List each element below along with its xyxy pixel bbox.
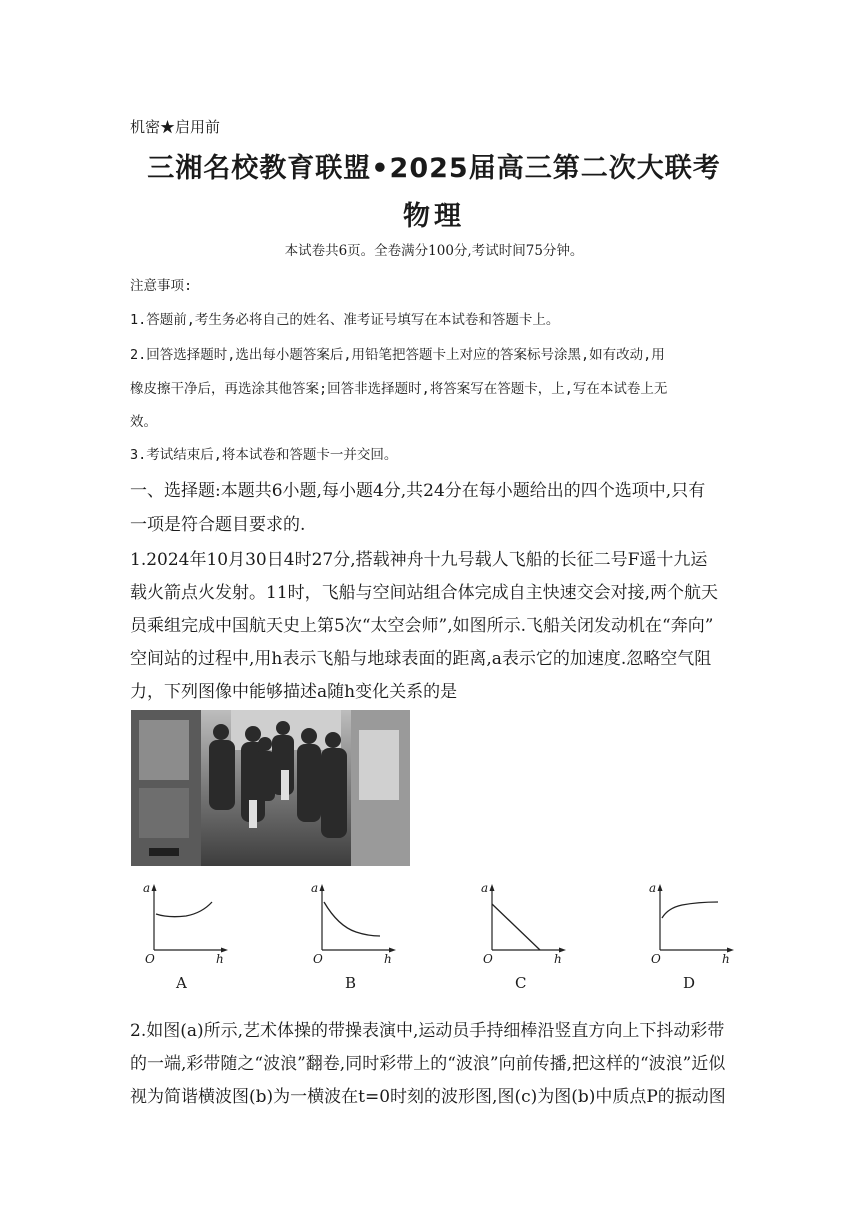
graph-a-y-label: a [143, 881, 151, 895]
graph-d-y-label: a [649, 881, 657, 895]
notice-item-2-line-3: 效。 [130, 414, 157, 430]
notice-item-2-line-1: 2.回答选择题时,选出每小题答案后,用铅笔把答题卡上对应的答案标号涂黑,如有改动,用 [130, 347, 665, 363]
notice-item-2-line-2: 橡皮擦干净后，再选涂其他答案;回答非选择题时,将答案写在答题卡，上,写在本试卷上无 [130, 381, 668, 397]
subject-title: 物理 [403, 201, 465, 232]
confidential-label: 机密★启用前 [130, 118, 221, 136]
graph-b-origin: O [313, 952, 323, 966]
option-a-label: A [176, 974, 187, 992]
option-b-label: B [345, 974, 357, 992]
graph-c-x-label: h [554, 952, 562, 966]
exam-title: 三湘名校教育联盟•2025届高三第二次大联考 [147, 153, 721, 184]
graph-d-origin: O [651, 952, 661, 966]
notice-item-1: 1.答题前,考生务必将自己的姓名、准考证号填写在本试卷和答题卡上。 [130, 312, 560, 328]
graph-d-x-label: h [722, 952, 730, 966]
question-1-line-1: 1.2024年10月30日4时27分,搭载神舟十九号载人飞船的长征二号F遥十九运 [130, 550, 708, 570]
graph-b-x-label: h [384, 952, 392, 966]
option-c-label: C [515, 974, 527, 992]
question-2-line-3: 视为简谐横波图(b)为一横波在t=0时刻的波形图,图(c)为图(b)中质点P的振动图 [130, 1087, 726, 1107]
option-d-label: D [683, 974, 696, 992]
question-1-line-3: 员乘组完成中国航天史上第5次“太空会师”,如图所示.飞船关闭发动机在“奔向” [130, 616, 714, 636]
notice-item-3: 3.考试结束后,将本试卷和答题卡一并交回。 [130, 447, 398, 463]
graph-c-origin: O [483, 952, 493, 966]
exam-info: 本试卷共6页。全卷满分100分,考试时间75分钟。 [284, 243, 584, 259]
graph-a-origin: O [145, 952, 155, 966]
section-1-line-1: 一、选择题:本题共6小题,每小题4分,共24分在每小题给出的四个选项中,只有 [130, 481, 706, 501]
question-1-line-4: 空间站的过程中,用h表示飞船与地球表面的距离,a表示它的加速度.忽略空气阻 [130, 649, 712, 669]
question-2-line-1: 2.如图(a)所示,艺术体操的带操表演中,运动员手持细棒沿竖直方向上下抖动彩带 [130, 1021, 725, 1041]
question-1-line-5: 力，下列图像中能够描述a随h变化关系的是 [130, 682, 458, 702]
question-2-line-2: 的一端,彩带随之“波浪”翻卷,同时彩带上的“波浪”向前传播,把这样的“波浪”近似 [130, 1054, 726, 1074]
notice-heading: 注意事项: [130, 278, 193, 294]
graph-c-y-label: a [481, 881, 489, 895]
space-station-photo [131, 710, 410, 866]
question-1-line-2: 载火箭点火发射。11时，飞船与空间站组合体完成自主快速交会对接,两个航天 [130, 583, 719, 603]
section-1-line-2: 一项是符合题目要求的. [130, 515, 306, 535]
graph-b-y-label: a [311, 881, 319, 895]
graph-a-x-label: h [216, 952, 224, 966]
